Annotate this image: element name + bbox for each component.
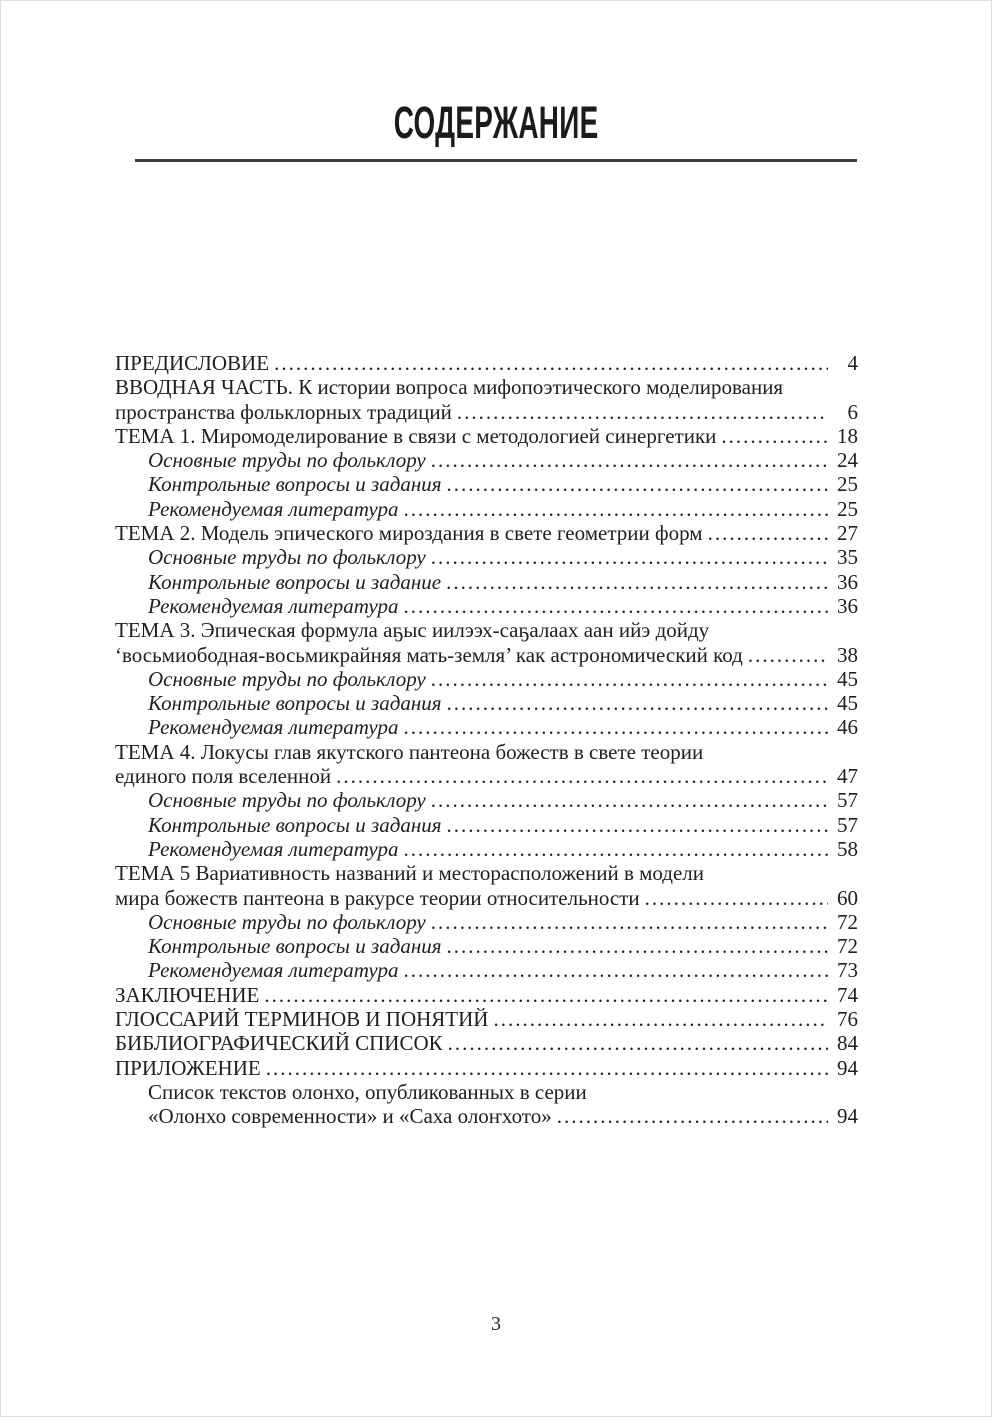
toc-dot-leader [446,570,828,594]
toc-page-number: 35 [837,545,858,570]
toc-entry-label: «Олонхо современности» и «Саха олоҥхото» [148,1104,552,1129]
toc-entry-label: ЗАКЛЮЧЕНИЕ [115,982,260,1007]
toc-entry-label: Рекомендуемая литература [148,836,399,861]
toc-page-number: 60 [837,885,858,910]
toc-dot-leader [403,958,828,982]
toc-page-number: 27 [837,521,858,546]
toc-entry-line [115,1080,858,1104]
toc-dot-leader [447,691,828,715]
toc-entry-label: ВВОДНАЯ ЧАСТЬ. К истории вопроса мифопоэтического моделирования [115,375,784,400]
toc-dot-leader [431,788,828,812]
contents-header [0,98,992,162]
toc-entry-label: Основные труды по фольклору [148,909,426,934]
toc-dot-leader [493,1007,828,1031]
toc-entry-line [115,934,858,958]
toc-entry-label: Контрольные вопросы и задания [148,691,442,716]
toc-dot-leader [721,424,828,448]
toc-dot-leader [431,545,828,569]
toc-entry-label: Рекомендуемая литература [148,958,399,983]
toc-entry-label: единого поля вселенной [115,764,332,789]
toc-entry-label: ТЕМА 4. Локусы глав якутского пантеона божеств в свете теории [115,739,704,764]
toc-page-number: 72 [837,909,858,934]
toc-entry-line [115,618,858,642]
toc-dot-leader [457,400,828,424]
toc-dot-leader [447,934,828,958]
toc-entry-line [115,837,858,861]
toc-entry-label: ГЛОССАРИЙ ТЕРМИНОВ И ПОНЯТИЙ [115,1007,489,1032]
toc-entry-line [115,886,858,910]
page-number-folio: 3 [491,1313,501,1335]
toc-page-number: 45 [837,666,858,691]
toc-page-number: 94 [837,1104,858,1129]
toc-entry-line [115,521,858,545]
toc-entry-label: Рекомендуемая литература [148,496,399,521]
toc-entry-label: ПРЕДИСЛОВИЕ [115,351,270,375]
toc-page-number: 25 [837,496,858,521]
toc-dot-leader [447,813,828,837]
toc-page-number: 4 [847,351,858,375]
toc-entry-line [115,715,858,739]
toc-dot-leader [274,351,828,375]
toc-entry-label: Основные труды по фольклору [148,788,426,813]
toc-entry-line [115,861,858,885]
toc-entry-label: ТЕМА 2. Модель эпического мироздания в свете геометрии форм [115,521,703,546]
toc-entry-label: Основные труды по фольклору [148,448,426,473]
toc-entry-line [115,570,858,594]
toc-entry-label: Основные труды по фольклору [148,666,426,691]
toc-entry-line [115,545,858,569]
toc-entry-line [115,472,858,496]
toc-page-number: 57 [837,788,858,813]
toc-entry-line [115,594,858,618]
toc-dot-leader [748,643,828,667]
toc-entry-line [115,764,858,788]
toc-entry-line [115,740,858,764]
toc-dot-leader [447,472,828,496]
toc-entry-label: Контрольные вопросы и задание [148,569,442,594]
toc-page-number: 58 [837,836,858,861]
toc-entry-label: ТЕМА 5 Вариативность названий и месторасположений в модели [115,861,705,886]
toc-entry-line [115,351,858,375]
toc-page-number: 6 [847,399,858,424]
toc-entry-line [115,667,858,691]
toc-entry-label: Рекомендуемая литература [148,715,399,740]
toc-dot-leader [264,983,828,1007]
toc-page-number: 25 [837,472,858,497]
toc-page-number: 36 [837,569,858,594]
toc-entry-label: Контрольные вопросы и задания [148,472,442,497]
toc-entry-label: ТЕМА 3. Эпическая формула аҕыс иилээх-саҕалаах аан ийэ дойду [115,618,710,643]
toc-dot-leader [336,764,828,788]
page-title: СОДЕРЖАНИЕ [393,97,599,148]
toc-entry-line [115,983,858,1007]
toc-entry-label: Рекомендуемая литература [148,593,399,618]
toc-dot-leader [403,715,828,739]
toc-entry-line [115,958,858,982]
toc-dot-leader [403,837,828,861]
toc-page-number: 57 [837,812,858,837]
toc-page-number: 94 [837,1055,858,1080]
toc-entry-line [115,1007,858,1031]
toc-page-number: 24 [837,448,858,473]
toc-entry-line [115,691,858,715]
toc-dot-leader [645,886,828,910]
toc-page-number: 73 [837,958,858,983]
toc-entry-line [115,424,858,448]
toc-entry-label: БИБЛИОГРАФИЧЕСКИЙ СПИСОК [115,1031,443,1056]
toc-page-number: 45 [837,691,858,716]
toc-dot-leader [403,497,828,521]
toc-dot-leader [708,521,828,545]
toc-entry-label: Контрольные вопросы и задания [148,812,442,837]
toc-entry-label: Контрольные вопросы и задания [148,934,442,959]
toc-dot-leader [266,1056,828,1080]
toc-entry-label: ПРИЛОЖЕНИЕ [115,1055,261,1080]
toc-entry-label: ‘восьмиободная-восьмикрайняя мать-земля’ как астрономический код [115,642,743,667]
toc-entry-line [115,400,858,424]
toc-page-number: 38 [837,642,858,667]
toc-page-number: 76 [837,1007,858,1032]
toc-dot-leader [431,667,828,691]
toc-entry-line [115,813,858,837]
toc-entry-line [115,1056,858,1080]
toc-entry-label: Список текстов олонхо, опубликованных в серии [148,1079,587,1104]
toc-dot-leader [403,594,828,618]
toc-entry-line [115,448,858,472]
toc-entry-line [115,788,858,812]
toc-entry-label: ТЕМА 1. Миромоделирование в связи с методологией синергетики [115,423,717,448]
toc-entry-line [115,1031,858,1055]
toc-list [115,351,858,1129]
toc-page-number: 46 [837,715,858,740]
toc-dot-leader [448,1031,828,1055]
toc-entry-label: пространства фольклорных традиций [115,399,452,424]
toc-page-number: 72 [837,934,858,959]
toc-page-number: 74 [837,982,858,1007]
toc-dot-leader [431,910,828,934]
toc-entry-line [115,375,858,399]
toc-entry-label: мира божеств пантеона в ракурсе теории относительности [115,885,640,910]
toc-page-number: 47 [837,764,858,789]
toc-dot-leader [557,1104,828,1128]
toc-entry-line [115,1104,858,1128]
toc-page-number: 18 [837,423,858,448]
toc-entry-line [115,497,858,521]
toc-entry-label: Основные труды по фольклору [148,545,426,570]
toc-entry-line [115,910,858,934]
toc-page-number: 84 [837,1031,858,1056]
toc-page-number: 36 [837,593,858,618]
toc-entry-line [115,643,858,667]
title-underline [135,159,857,162]
toc-dot-leader [431,448,828,472]
